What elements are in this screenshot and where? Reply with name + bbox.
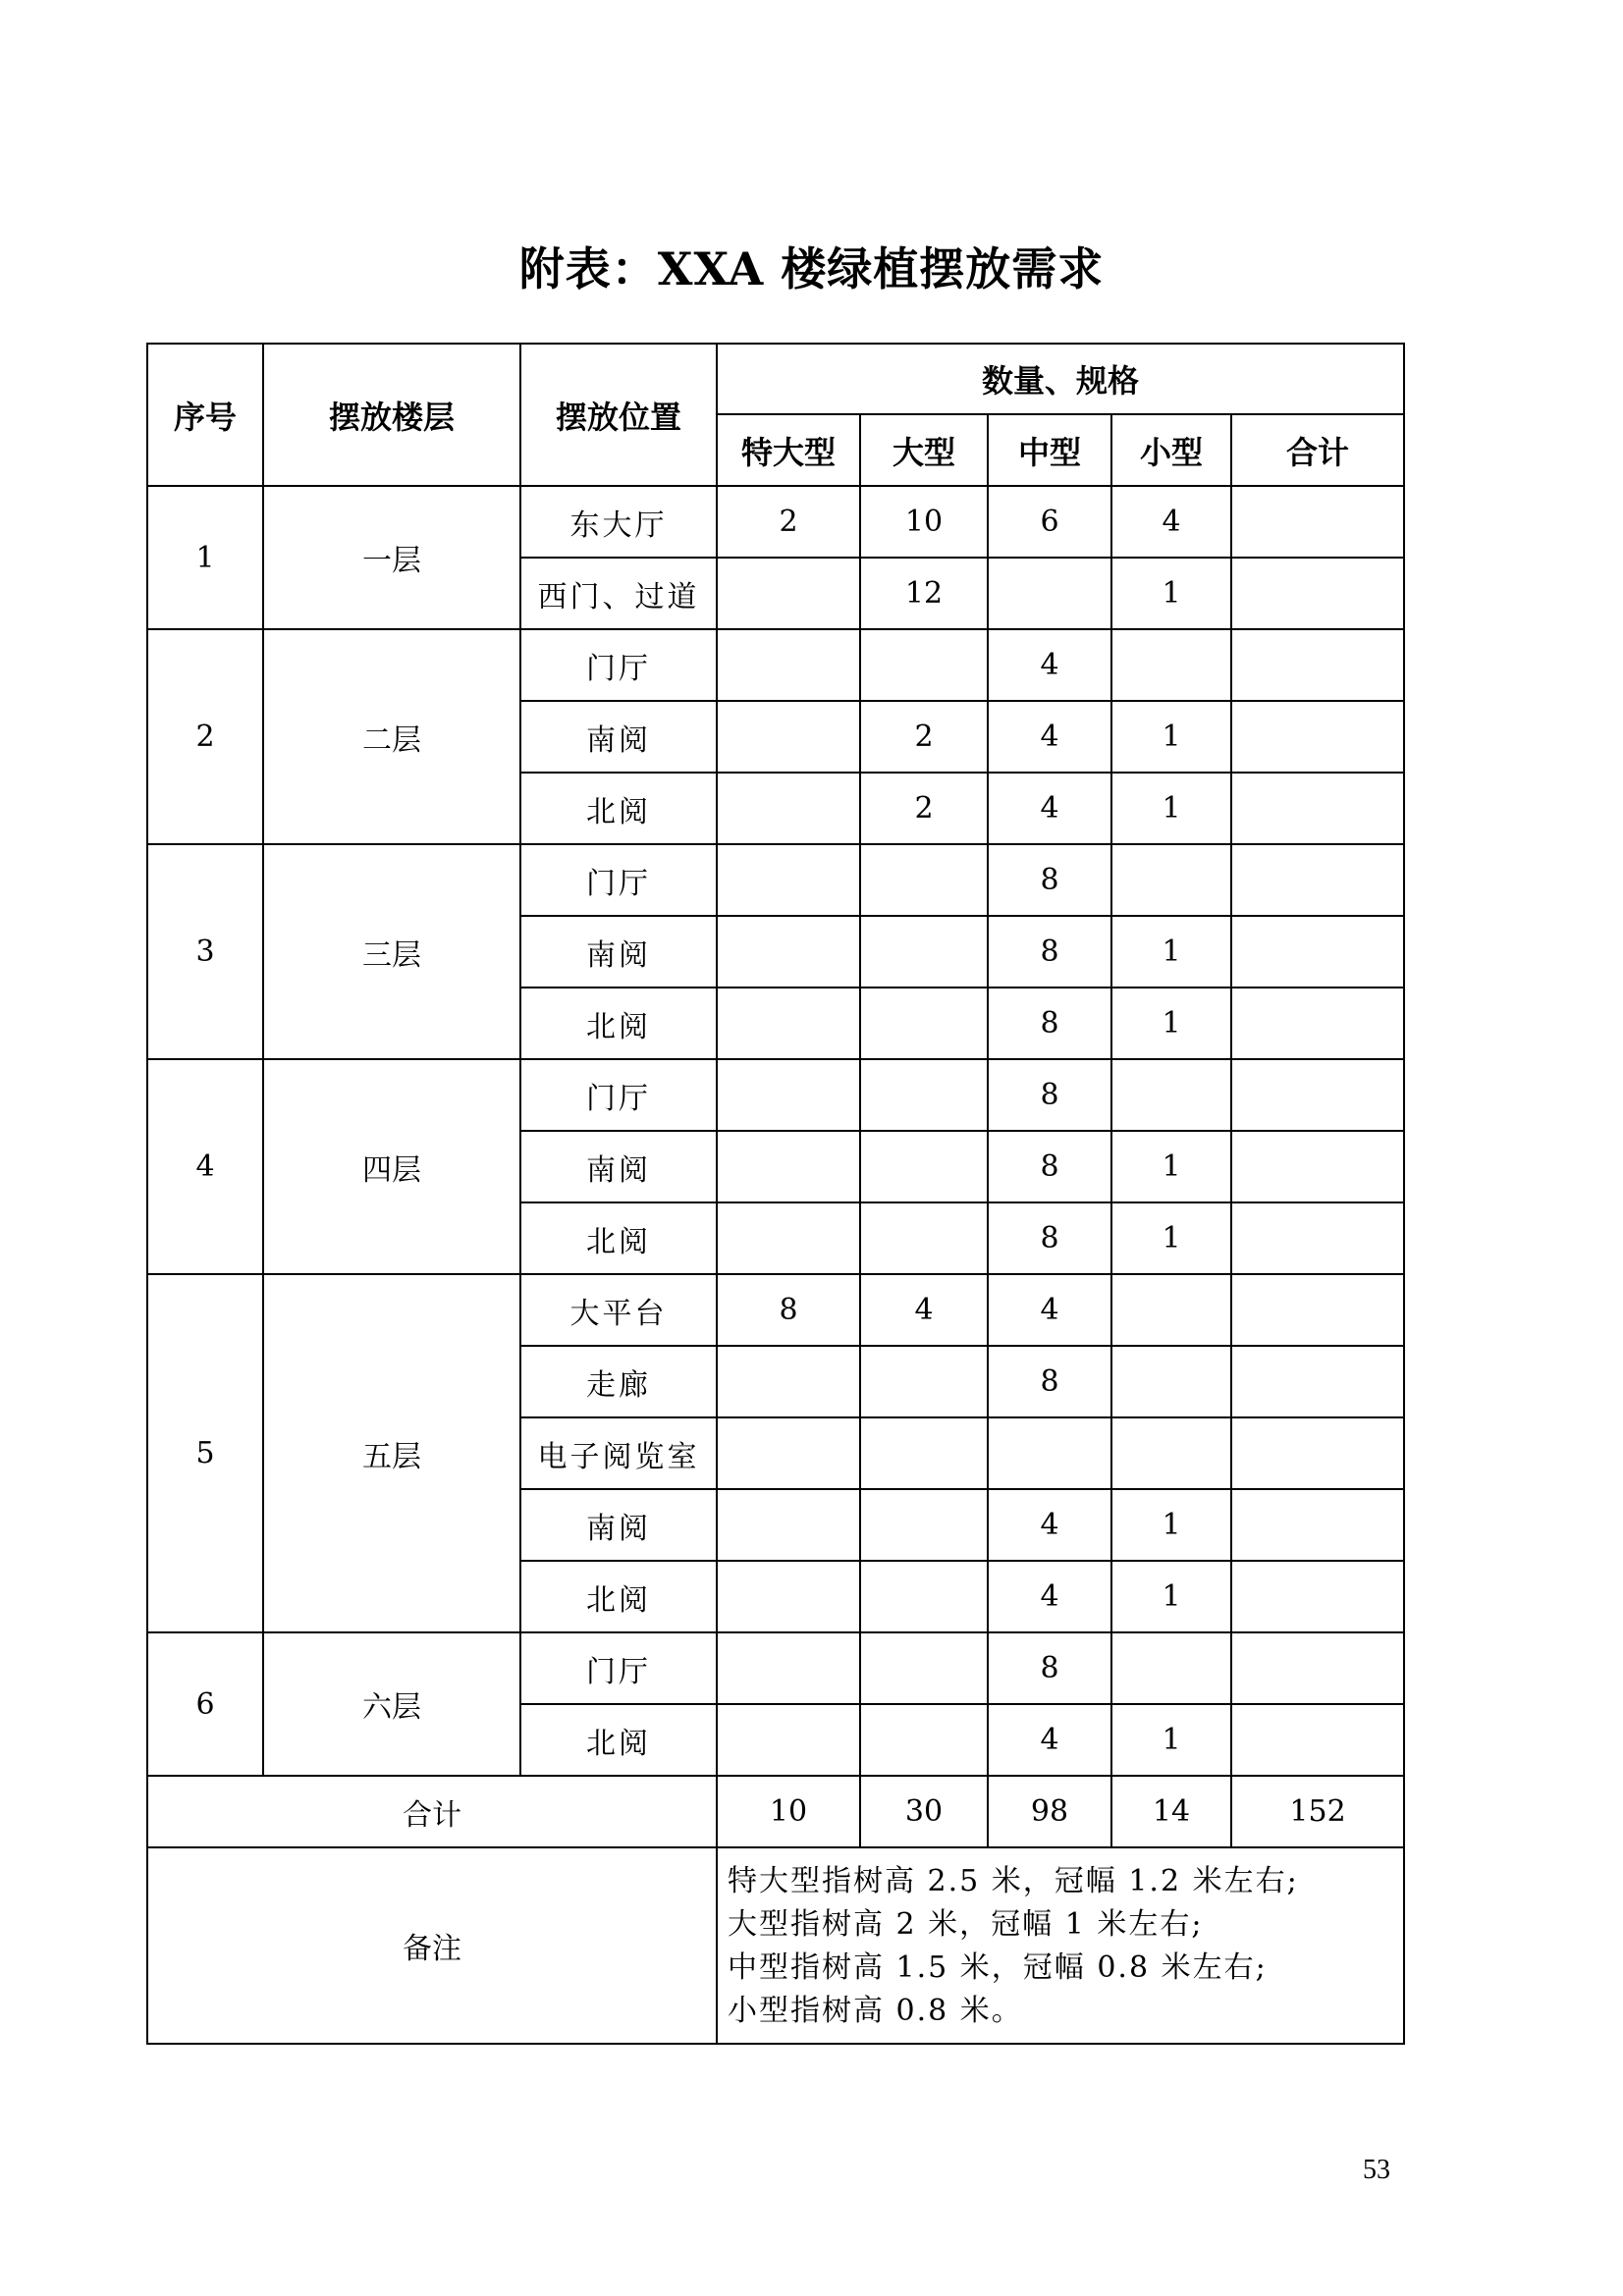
- cell-extra-large: [717, 558, 860, 629]
- note-line: 特大型指树高 2.5 米，冠幅 1.2 米左右;: [728, 1864, 1299, 1898]
- cell-extra-large: [717, 1059, 860, 1131]
- cell-sum: [1231, 486, 1404, 558]
- cell-extra-large: [717, 1632, 860, 1704]
- table-body: [147, 486, 1404, 1776]
- cell-extra-large: [717, 1202, 860, 1274]
- cell-location: 电子阅览室: [520, 1417, 717, 1489]
- cell-extra-large: [717, 988, 860, 1059]
- cell-large: 12: [860, 558, 988, 629]
- cell-medium: 8: [988, 1131, 1111, 1202]
- cell-seq: 6: [147, 1632, 263, 1776]
- cell-location: 门厅: [520, 1632, 717, 1704]
- cell-small: 1: [1111, 1561, 1231, 1632]
- page-number: 53: [1363, 2155, 1390, 2185]
- cell-small: 1: [1111, 1704, 1231, 1776]
- cell-small: 1: [1111, 558, 1231, 629]
- cell-extra-large: [717, 1417, 860, 1489]
- header-location: 摆放位置: [520, 344, 717, 486]
- cell-small: [1111, 1059, 1231, 1131]
- cell-sum: [1231, 916, 1404, 988]
- cell-medium: 8: [988, 844, 1111, 916]
- cell-small: [1111, 1346, 1231, 1417]
- cell-small: 1: [1111, 773, 1231, 844]
- header-medium: 中型: [988, 414, 1111, 486]
- table-row: [147, 844, 1404, 916]
- cell-sum: [1231, 1202, 1404, 1274]
- cell-floor: 五层: [263, 1274, 520, 1632]
- cell-location: 南阅: [520, 701, 717, 773]
- cell-sum: [1231, 1417, 1404, 1489]
- cell-location: 北阅: [520, 1704, 717, 1776]
- cell-sum: [1231, 1274, 1404, 1346]
- cell-sum: [1231, 1704, 1404, 1776]
- cell-sum: [1231, 701, 1404, 773]
- cell-small: [1111, 629, 1231, 701]
- cell-location: 门厅: [520, 1059, 717, 1131]
- cell-small: 1: [1111, 1202, 1231, 1274]
- totals-row: [147, 1776, 1404, 1847]
- cell-large: [860, 988, 988, 1059]
- cell-medium: [988, 558, 1111, 629]
- header-large: 大型: [860, 414, 988, 486]
- cell-large: 2: [860, 701, 988, 773]
- header-floor: 摆放楼层: [263, 344, 520, 486]
- cell-large: [860, 1417, 988, 1489]
- cell-location: 北阅: [520, 773, 717, 844]
- cell-large: [860, 629, 988, 701]
- cell-small: 1: [1111, 1131, 1231, 1202]
- totals-extra-large: 10: [717, 1776, 860, 1847]
- totals-medium: 98: [988, 1776, 1111, 1847]
- note-line: 小型指树高 0.8 米。: [728, 1994, 1023, 2028]
- cell-extra-large: [717, 916, 860, 988]
- cell-medium: 4: [988, 773, 1111, 844]
- cell-large: 10: [860, 486, 988, 558]
- cell-floor: 四层: [263, 1059, 520, 1274]
- cell-location: 南阅: [520, 916, 717, 988]
- cell-sum: [1231, 1059, 1404, 1131]
- table-row: [147, 1632, 1404, 1704]
- table-row: [147, 629, 1404, 701]
- cell-small: [1111, 1632, 1231, 1704]
- cell-sum: [1231, 1561, 1404, 1632]
- cell-small: 4: [1111, 486, 1231, 558]
- cell-extra-large: [717, 701, 860, 773]
- totals-large: 30: [860, 1776, 988, 1847]
- cell-extra-large: 2: [717, 486, 860, 558]
- plant-requirement-table: [146, 343, 1405, 2045]
- cell-large: [860, 1632, 988, 1704]
- table-row: [147, 1059, 1404, 1131]
- cell-medium: [988, 1417, 1111, 1489]
- notes-label: 备注: [147, 1847, 717, 2044]
- notes-text: [717, 1847, 1404, 2044]
- cell-extra-large: [717, 1489, 860, 1561]
- header-seq: 序号: [147, 344, 263, 486]
- table-row: [147, 486, 1404, 558]
- cell-extra-large: [717, 1131, 860, 1202]
- notes-row: [147, 1847, 1404, 2044]
- cell-small: 1: [1111, 988, 1231, 1059]
- cell-location: 南阅: [520, 1131, 717, 1202]
- cell-sum: [1231, 844, 1404, 916]
- cell-location: 北阅: [520, 1202, 717, 1274]
- cell-small: [1111, 844, 1231, 916]
- cell-small: [1111, 1417, 1231, 1489]
- note-line: 中型指树高 1.5 米，冠幅 0.8 米左右;: [728, 1950, 1268, 1985]
- cell-location: 走廊: [520, 1346, 717, 1417]
- cell-large: 4: [860, 1274, 988, 1346]
- cell-seq: 1: [147, 486, 263, 629]
- cell-sum: [1231, 629, 1404, 701]
- header-extra-large: 特大型: [717, 414, 860, 486]
- cell-large: [860, 1059, 988, 1131]
- cell-location: 西门、过道: [520, 558, 717, 629]
- cell-sum: [1231, 1632, 1404, 1704]
- header-qty-spec: 数量、规格: [717, 344, 1404, 414]
- cell-extra-large: [717, 844, 860, 916]
- cell-sum: [1231, 558, 1404, 629]
- cell-location: 门厅: [520, 629, 717, 701]
- cell-extra-large: [717, 629, 860, 701]
- note-line: 大型指树高 2 米，冠幅 1 米左右;: [728, 1907, 1204, 1942]
- cell-seq: 4: [147, 1059, 263, 1274]
- cell-extra-large: [717, 773, 860, 844]
- cell-medium: 4: [988, 629, 1111, 701]
- cell-location: 南阅: [520, 1489, 717, 1561]
- cell-sum: [1231, 1489, 1404, 1561]
- cell-medium: 8: [988, 1202, 1111, 1274]
- cell-large: [860, 1561, 988, 1632]
- cell-large: [860, 1489, 988, 1561]
- cell-small: [1111, 1274, 1231, 1346]
- cell-medium: 8: [988, 988, 1111, 1059]
- cell-medium: 4: [988, 1489, 1111, 1561]
- header-small: 小型: [1111, 414, 1231, 486]
- cell-medium: 8: [988, 1059, 1111, 1131]
- cell-small: 1: [1111, 916, 1231, 988]
- totals-label: 合计: [147, 1776, 717, 1847]
- table-row: [147, 1274, 1404, 1346]
- cell-medium: 8: [988, 916, 1111, 988]
- cell-medium: 4: [988, 701, 1111, 773]
- cell-seq: 3: [147, 844, 263, 1059]
- cell-extra-large: [717, 1346, 860, 1417]
- cell-medium: 8: [988, 1632, 1111, 1704]
- cell-large: [860, 1131, 988, 1202]
- cell-floor: 六层: [263, 1632, 520, 1776]
- cell-large: [860, 1346, 988, 1417]
- cell-large: [860, 916, 988, 988]
- cell-large: 2: [860, 773, 988, 844]
- header-sum: 合计: [1231, 414, 1404, 486]
- cell-seq: 2: [147, 629, 263, 844]
- cell-extra-large: [717, 1561, 860, 1632]
- cell-seq: 5: [147, 1274, 263, 1632]
- cell-location: 大平台: [520, 1274, 717, 1346]
- totals-small: 14: [1111, 1776, 1231, 1847]
- cell-location: 门厅: [520, 844, 717, 916]
- cell-extra-large: [717, 1704, 860, 1776]
- cell-medium: 6: [988, 486, 1111, 558]
- cell-small: 1: [1111, 701, 1231, 773]
- cell-large: [860, 1202, 988, 1274]
- cell-floor: 二层: [263, 629, 520, 844]
- cell-location: 北阅: [520, 1561, 717, 1632]
- cell-sum: [1231, 773, 1404, 844]
- cell-sum: [1231, 1131, 1404, 1202]
- cell-extra-large: 8: [717, 1274, 860, 1346]
- cell-floor: 一层: [263, 486, 520, 629]
- cell-medium: 8: [988, 1346, 1111, 1417]
- cell-sum: [1231, 1346, 1404, 1417]
- cell-large: [860, 844, 988, 916]
- cell-location: 东大厅: [520, 486, 717, 558]
- cell-medium: 4: [988, 1274, 1111, 1346]
- page-title: 附表：XXA 楼绿植摆放需求: [518, 242, 1105, 295]
- cell-sum: [1231, 988, 1404, 1059]
- cell-floor: 三层: [263, 844, 520, 1059]
- cell-medium: 4: [988, 1704, 1111, 1776]
- cell-large: [860, 1704, 988, 1776]
- cell-small: 1: [1111, 1489, 1231, 1561]
- cell-medium: 4: [988, 1561, 1111, 1632]
- cell-location: 北阅: [520, 988, 717, 1059]
- totals-sum: 152: [1231, 1776, 1404, 1847]
